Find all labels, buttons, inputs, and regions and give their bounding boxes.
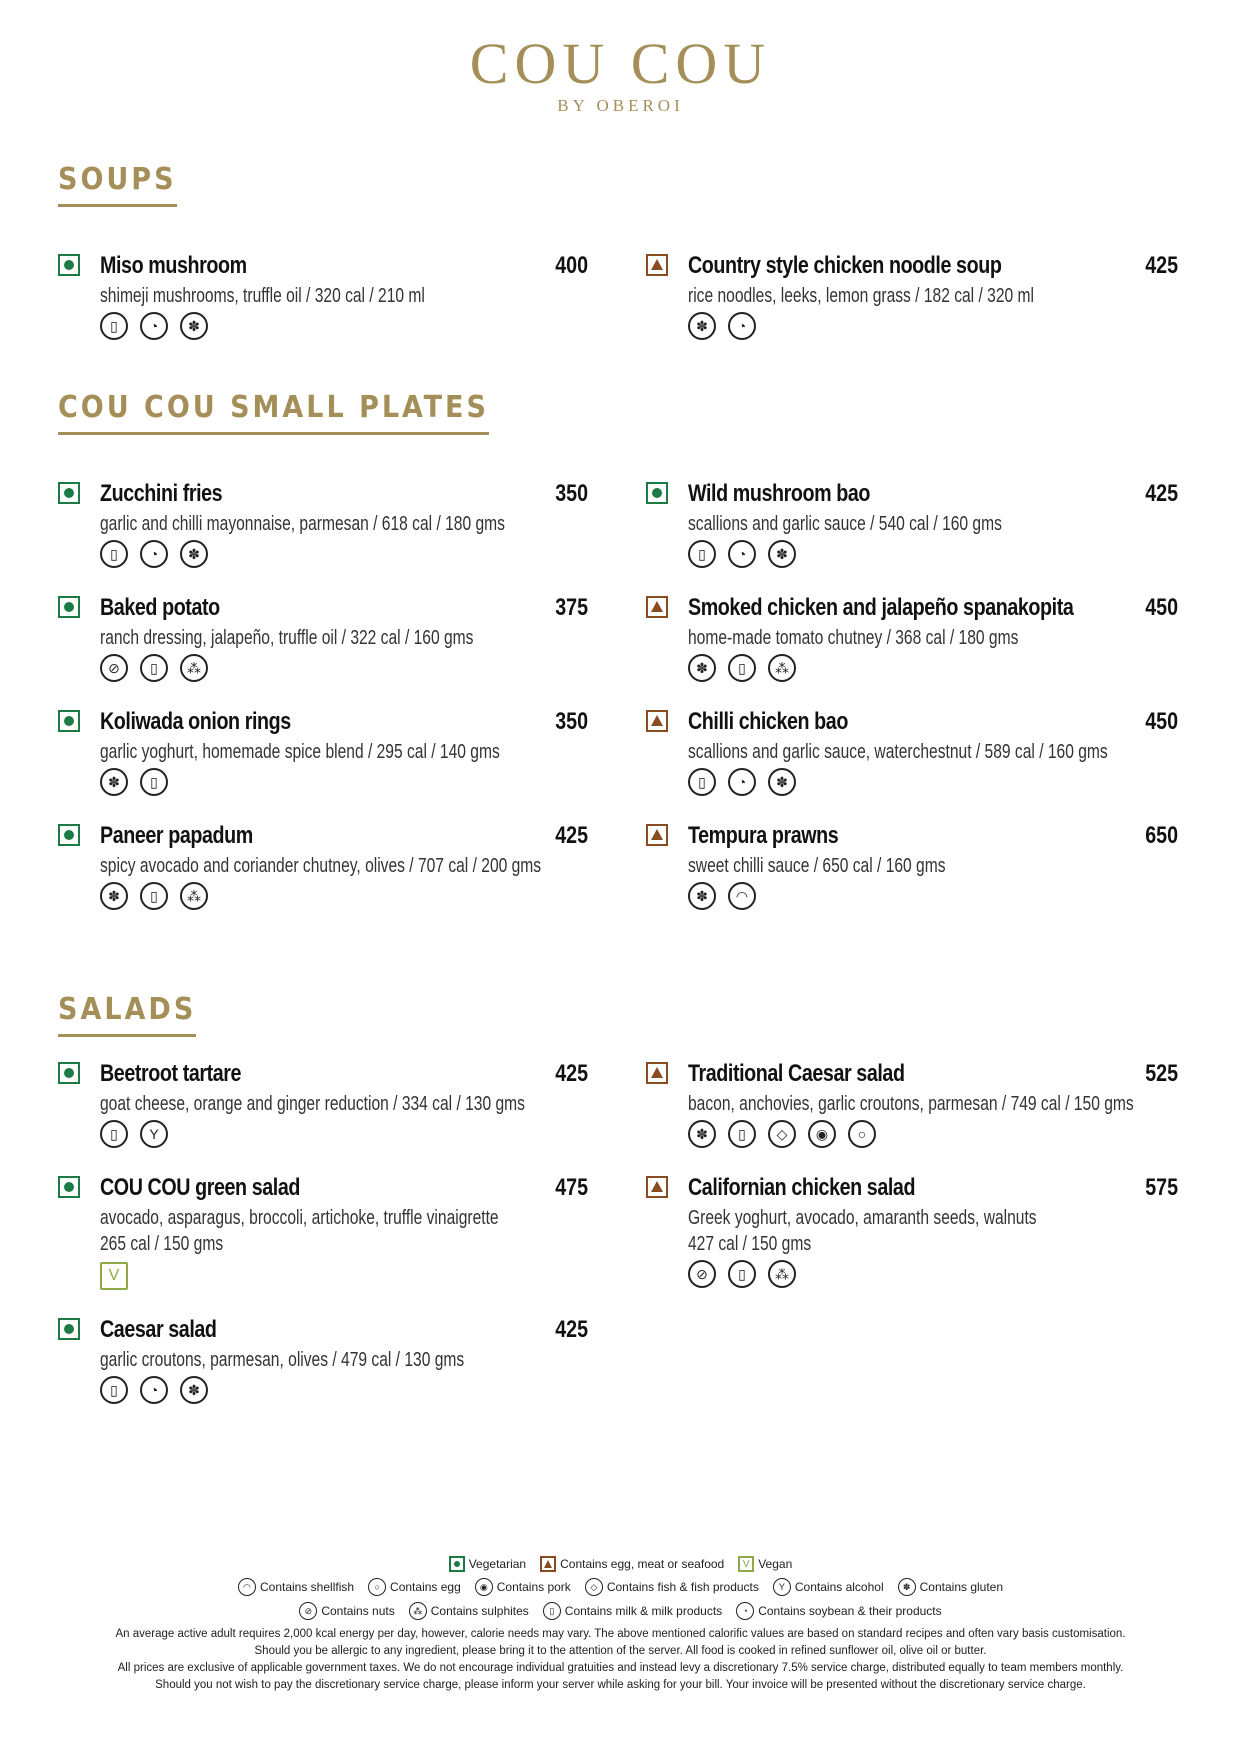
- item-description: garlic yoghurt, homemade spice blend / 295 cal / 140 gms: [100, 741, 500, 763]
- non-vegetarian-marker-icon: [646, 824, 668, 846]
- nuts-icon: ⊘: [688, 1260, 716, 1288]
- egg-icon: ○: [368, 1578, 386, 1596]
- item-price: 375: [555, 594, 588, 621]
- shellfish-icon: ◠: [728, 882, 756, 910]
- legend-label: Contains gluten: [919, 1580, 1004, 1594]
- milk-icon: ▯: [688, 540, 716, 568]
- milk-icon: ▯: [100, 1120, 128, 1148]
- item-name: Koliwada onion rings: [100, 708, 291, 735]
- non-vegetarian-marker-icon: [646, 710, 668, 732]
- milk-icon: ▯: [100, 540, 128, 568]
- item-name: Tempura prawns: [688, 822, 839, 849]
- legend-milk: [543, 1602, 722, 1620]
- vegetarian-marker-icon: [646, 482, 668, 504]
- sulphites-icon: ⁂: [768, 1260, 796, 1288]
- alcohol-icon: Y: [773, 1578, 791, 1596]
- legend-label: Contains pork: [496, 1580, 571, 1594]
- fish-icon: ◇: [585, 1578, 603, 1596]
- gluten-icon: ✽: [180, 540, 208, 568]
- item-description: home-made tomato chutney / 368 cal / 180 gms: [688, 627, 1019, 649]
- milk-icon: ▯: [100, 312, 128, 340]
- legend-egg: [368, 1578, 461, 1596]
- legend-label: Contains nuts: [321, 1604, 395, 1618]
- gluten-icon: ✽: [688, 654, 716, 682]
- egg-icon: ○: [848, 1120, 876, 1148]
- soybean-icon: ◔: [728, 312, 756, 340]
- fish-icon: ◇: [768, 1120, 796, 1148]
- milk-icon: ▯: [140, 768, 168, 796]
- legend-label: Contains egg: [390, 1580, 461, 1594]
- soybean-icon: ◔: [140, 540, 168, 568]
- milk-icon: ▯: [100, 1376, 128, 1404]
- legend-soybean: [736, 1602, 941, 1620]
- gluten-icon: ✽: [768, 540, 796, 568]
- pork-icon: ◉: [475, 1578, 493, 1596]
- gluten-icon: ✽: [180, 1376, 208, 1404]
- item-description: garlic and chilli mayonnaise, parmesan / 618 cal / 180 gms: [100, 513, 505, 535]
- legend-label: Contains soybean & their products: [758, 1604, 942, 1618]
- item-name: Caesar salad: [100, 1316, 217, 1343]
- item-name: Zucchini fries: [100, 480, 223, 507]
- soybean-icon: ◔: [140, 312, 168, 340]
- milk-icon: ▯: [543, 1602, 561, 1620]
- non-vegetarian-marker-icon: [646, 1062, 668, 1084]
- menu-item: [58, 252, 588, 342]
- item-price: 425: [1145, 252, 1178, 279]
- gluten-icon: ✽: [688, 1120, 716, 1148]
- menu-item: [58, 822, 588, 912]
- legend-vegan: [738, 1556, 792, 1572]
- vegetarian-marker-icon: [58, 710, 80, 732]
- non-vegetarian-marker-icon: [646, 596, 668, 618]
- milk-icon: ▯: [728, 654, 756, 682]
- non-vegetarian-marker-icon: [540, 1556, 556, 1572]
- item-description: garlic croutons, parmesan, olives / 479 cal / 130 gms: [100, 1349, 465, 1371]
- legend-label: Contains alcohol: [794, 1580, 884, 1594]
- item-name: COU COU green salad: [100, 1174, 301, 1201]
- item-price: 350: [555, 480, 588, 507]
- non-vegetarian-marker-icon: [646, 1176, 668, 1198]
- legend-label: Vegan: [758, 1557, 793, 1571]
- menu-item: [58, 594, 588, 684]
- legend-label: Contains egg, meat or seafood: [560, 1557, 725, 1571]
- legend-vegetarian: [449, 1556, 526, 1572]
- milk-icon: ▯: [728, 1260, 756, 1288]
- milk-icon: ▯: [688, 768, 716, 796]
- milk-icon: ▯: [140, 654, 168, 682]
- item-name: Beetroot tartare: [100, 1060, 242, 1087]
- nuts-icon: ⊘: [299, 1602, 317, 1620]
- legend-pork: [475, 1578, 571, 1596]
- sulphites-icon: ⁂: [409, 1602, 427, 1620]
- menu-item: [646, 480, 1178, 570]
- nuts-icon: ⊘: [100, 654, 128, 682]
- non-vegetarian-marker-icon: [646, 254, 668, 276]
- vegetarian-marker-icon: [58, 482, 80, 504]
- menu-item: [646, 594, 1178, 684]
- legend-label: Contains sulphites: [430, 1604, 529, 1618]
- legend-label: Vegetarian: [468, 1557, 527, 1571]
- menu-item: [646, 822, 1178, 912]
- item-price: 425: [1145, 480, 1178, 507]
- item-price: 350: [555, 708, 588, 735]
- vegetarian-marker-icon: [58, 824, 80, 846]
- item-price: 525: [1145, 1060, 1178, 1087]
- menu-item: [58, 1060, 588, 1150]
- milk-icon: ▯: [728, 1120, 756, 1148]
- footnote: Should you not wish to pay the discretionary service charge, please inform your server while asking for your bill. Your invoice will be presented without the discretionary service charge.: [155, 1679, 1086, 1691]
- menu-item: [646, 1060, 1178, 1150]
- vegetarian-marker-icon: [58, 596, 80, 618]
- item-name: Paneer papadum: [100, 822, 253, 849]
- allergen-legend: [0, 1556, 1241, 1694]
- soybean-icon: ◔: [140, 1376, 168, 1404]
- footnote: Should you be allergic to any ingredient, please bring it to the attention of the server. All food is cooked in refined sunflower oil, olive oil or butter.: [254, 1645, 987, 1657]
- sulphites-icon: ⁂: [180, 882, 208, 910]
- item-name: Baked potato: [100, 594, 220, 621]
- item-description: sweet chilli sauce / 650 cal / 160 gms: [688, 855, 946, 877]
- item-price: 650: [1145, 822, 1178, 849]
- item-name: Traditional Caesar salad: [688, 1060, 905, 1087]
- item-nutrition: 265 cal / 150 gms: [100, 1233, 224, 1255]
- menu-item: [58, 480, 588, 570]
- legend-nuts: [299, 1602, 394, 1620]
- milk-icon: ▯: [140, 882, 168, 910]
- legend-shellfish: [238, 1578, 354, 1596]
- footnote: All prices are exclusive of applicable government taxes. We do not encourage individual gratuities and instead levy a discretionary 7.5% service charge, distributed equally to team members monthly.: [117, 1662, 1124, 1674]
- legend-label: Contains fish & fish products: [606, 1580, 759, 1594]
- item-price: 425: [555, 1060, 588, 1087]
- soybean-icon: ◔: [728, 540, 756, 568]
- vegan-icon: V: [100, 1262, 128, 1290]
- vegan-icon: V: [738, 1556, 754, 1572]
- gluten-icon: ✽: [688, 882, 716, 910]
- gluten-icon: ✽: [100, 768, 128, 796]
- item-name: Smoked chicken and jalapeño spanakopita: [688, 594, 1074, 621]
- menu-item: [646, 252, 1178, 342]
- legend-alcohol: [773, 1578, 884, 1596]
- item-description: rice noodles, leeks, lemon grass / 182 cal / 320 ml: [688, 285, 1034, 307]
- section-title-soups: SOUPS: [58, 162, 177, 207]
- pork-icon: ◉: [808, 1120, 836, 1148]
- sulphites-icon: ⁂: [180, 654, 208, 682]
- brand-subtitle: BY OBEROI: [557, 96, 684, 115]
- item-price: 475: [555, 1174, 588, 1201]
- item-nutrition: 427 cal / 150 gms: [688, 1233, 812, 1255]
- vegetarian-marker-icon: [449, 1556, 465, 1572]
- legend-label: Contains shellfish: [259, 1580, 355, 1594]
- section-title-small-plates: COU COU SMALL PLATES: [58, 390, 489, 435]
- item-description: scallions and garlic sauce, waterchestnut / 589 cal / 160 gms: [688, 741, 1108, 763]
- item-name: Country style chicken noodle soup: [688, 252, 1002, 279]
- menu-item: [58, 1174, 588, 1294]
- item-description: Greek yoghurt, avocado, amaranth seeds, walnuts: [688, 1207, 1037, 1229]
- vegetarian-marker-icon: [58, 1176, 80, 1198]
- item-price: 450: [1145, 708, 1178, 735]
- item-price: 575: [1145, 1174, 1178, 1201]
- legend-fish: [585, 1578, 759, 1596]
- item-description: ranch dressing, jalapeño, truffle oil / 322 cal / 160 gms: [100, 627, 474, 649]
- vegetarian-marker-icon: [58, 1062, 80, 1084]
- gluten-icon: ✽: [100, 882, 128, 910]
- brand-header: [0, 32, 1241, 116]
- item-price: 425: [555, 1316, 588, 1343]
- footnote: An average active adult requires 2,000 kcal energy per day, however, calorie needs may vary. The above mentioned calorific values are based on standard recipes and often vary basis customisation.: [115, 1628, 1126, 1640]
- gluten-icon: ✽: [768, 768, 796, 796]
- gluten-icon: ✽: [898, 1578, 916, 1596]
- shellfish-icon: ◠: [238, 1578, 256, 1596]
- item-name: Miso mushroom: [100, 252, 247, 279]
- soybean-icon: ◔: [728, 768, 756, 796]
- legend-egg-meat: [540, 1556, 724, 1572]
- item-name: Wild mushroom bao: [688, 480, 871, 507]
- item-name: Californian chicken salad: [688, 1174, 916, 1201]
- item-description: spicy avocado and coriander chutney, olives / 707 cal / 200 gms: [100, 855, 542, 877]
- section-title-salads: SALADS: [58, 992, 196, 1037]
- item-description: avocado, asparagus, broccoli, artichoke, truffle vinaigrette: [100, 1207, 499, 1229]
- item-description: shimeji mushrooms, truffle oil / 320 cal / 210 ml: [100, 285, 425, 307]
- alcohol-icon: Y: [140, 1120, 168, 1148]
- item-price: 425: [555, 822, 588, 849]
- legend-sulphites: [409, 1602, 529, 1620]
- menu-item: [646, 708, 1178, 798]
- brand-logo: COU COU: [469, 31, 772, 96]
- item-price: 400: [555, 252, 588, 279]
- gluten-icon: ✽: [688, 312, 716, 340]
- gluten-icon: ✽: [180, 312, 208, 340]
- item-description: scallions and garlic sauce / 540 cal / 160 gms: [688, 513, 1002, 535]
- item-description: goat cheese, orange and ginger reduction / 334 cal / 130 gms: [100, 1093, 525, 1115]
- menu-item: [58, 1316, 588, 1406]
- item-price: 450: [1145, 594, 1178, 621]
- sulphites-icon: ⁂: [768, 654, 796, 682]
- vegetarian-marker-icon: [58, 254, 80, 276]
- vegetarian-marker-icon: [58, 1318, 80, 1340]
- legend-gluten: [898, 1578, 1003, 1596]
- item-name: Chilli chicken bao: [688, 708, 848, 735]
- legend-label: Contains milk & milk products: [564, 1604, 723, 1618]
- menu-item: [58, 708, 588, 798]
- item-description: bacon, anchovies, garlic croutons, parmesan / 749 cal / 150 gms: [688, 1093, 1134, 1115]
- menu-item: [646, 1174, 1178, 1294]
- soybean-icon: ◔: [736, 1602, 754, 1620]
